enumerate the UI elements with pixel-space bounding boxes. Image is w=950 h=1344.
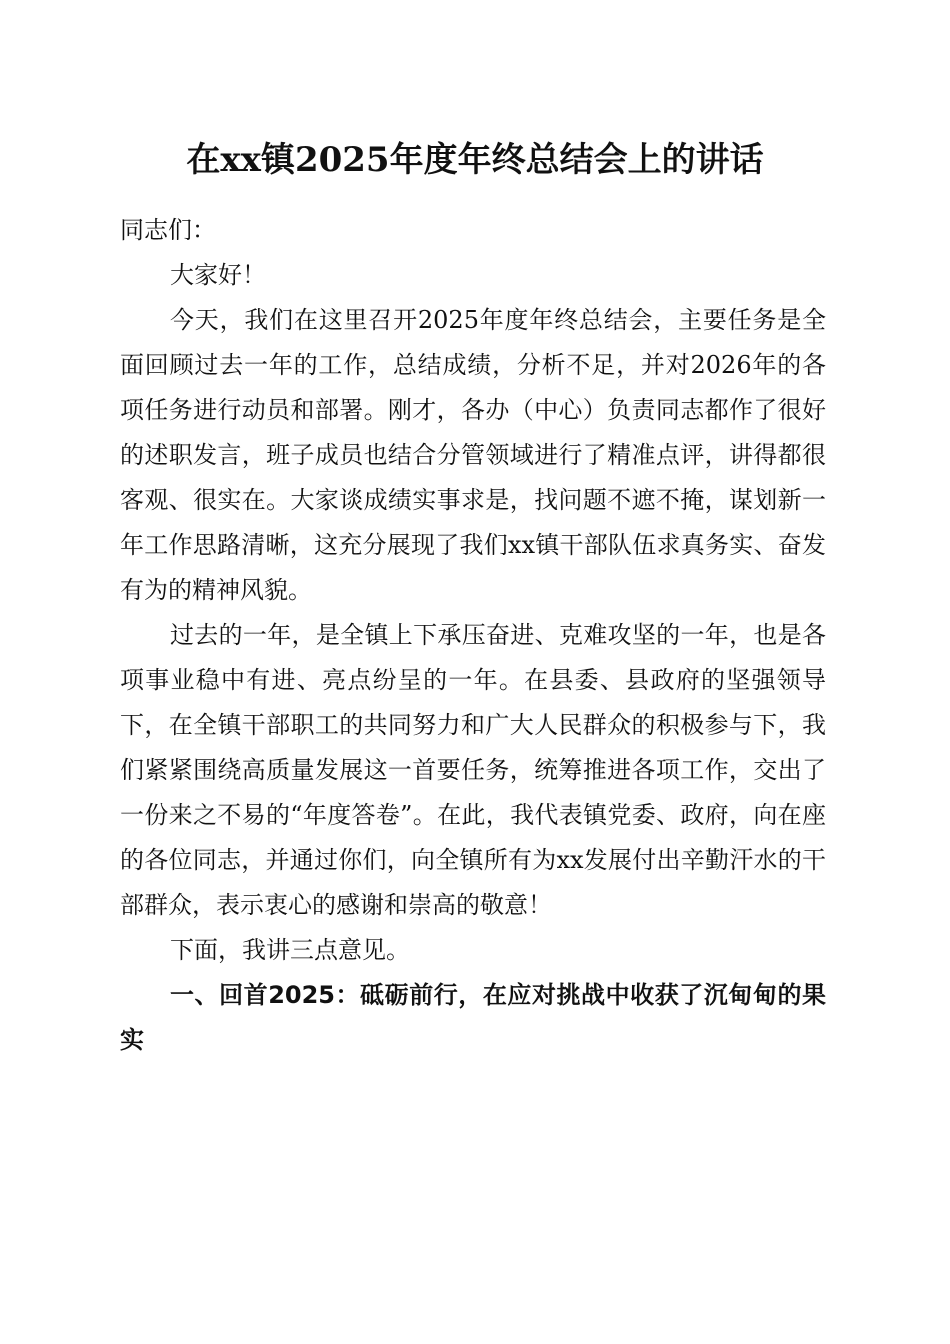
document-title: 在xx镇2025年度年终总结会上的讲话 xyxy=(186,140,764,180)
salutation: 同志们： xyxy=(120,216,216,244)
document-body xyxy=(120,208,826,1063)
paragraph-transition: 下面，我讲三点意见。 xyxy=(170,936,410,964)
paragraph-review: 过去的一年，是全镇上下承压奋进、克难攻坚的一年，也是各项事业稳中有进、亮点纷呈的一年。在县委、县政府的坚强领导下，在全镇干部职工的共同努力和广大人民群众的积极参与下，我们紧紧围绕高质量发展这一首要任务，统筹推进各项工作，交出了一份来之不易的“年度答卷”。在此，我代表镇党委、政府，向在座的各位同志，并通过你们，向全镇所有为xx发展付出辛勤汗水的干部群众，表示衷心的感谢和崇高的敬意！ xyxy=(120,621,826,919)
section-heading: 一、回首2025：砥砺前行，在应对挑战中收获了沉甸甸的果实 xyxy=(120,981,826,1054)
paragraph-opening: 今天，我们在这里召开2025年度年终总结会，主要任务是全面回顾过去一年的工作，总结成绩，分析不足，并对2026年的各项任务进行动员和部署。刚才，各办（中心）负责同志都作了很好的述职发言，班子成员也结合分管领域进行了精准点评，讲得都很客观、很实在。大家谈成绩实事求是，找问题不遮不掩，谋划新一年工作思路清晰，这充分展现了我们xx镇干部队伍求真务实、奋发有为的精神风貌。 xyxy=(120,306,826,604)
greeting: 大家好！ xyxy=(170,261,266,289)
